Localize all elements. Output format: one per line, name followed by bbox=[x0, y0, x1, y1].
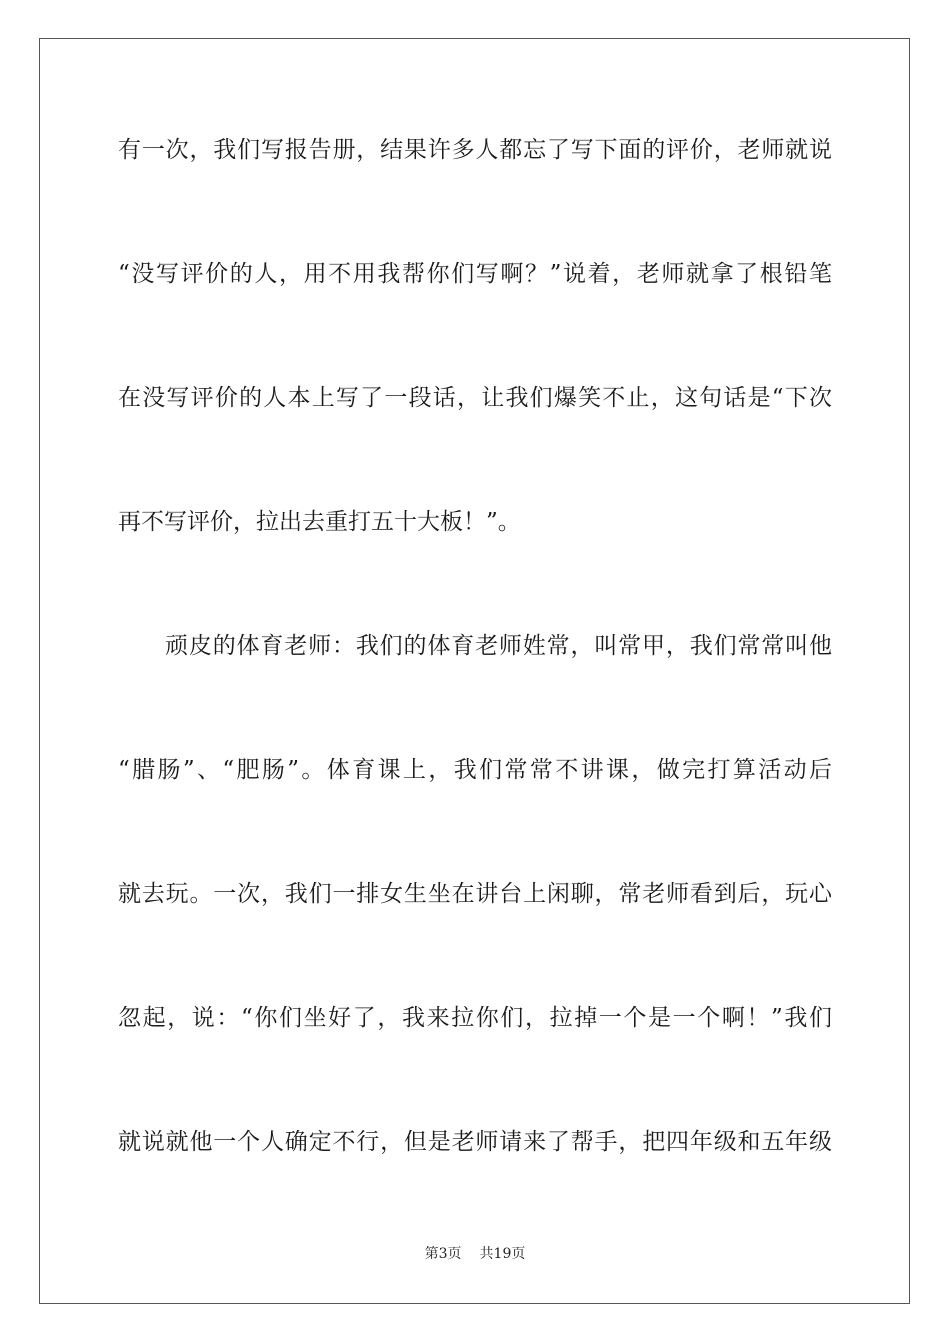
text-line-1: 有一次，我们写报告册，结果许多人都忘了写下面的评价，老师就说 bbox=[118, 137, 832, 163]
text-line-4: 再不写评价，拉出去重打五十大板！”。 bbox=[118, 509, 521, 535]
text-line-2: “没写评价的人，用不用我帮你们写啊？”说着，老师就拿了根铅笔 bbox=[118, 261, 832, 287]
text-line-5: 顽皮的体育老师：我们的体育老师姓常，叫常甲，我们常常叫他 bbox=[165, 633, 832, 659]
page-border bbox=[39, 38, 910, 1304]
text-line-6: “腊肠”、“肥肠”。体育课上，我们常常不讲课，做完打算活动后 bbox=[118, 757, 832, 783]
text-line-7: 就去玩。一次，我们一排女生坐在讲台上闲聊，常老师看到后，玩心 bbox=[118, 881, 832, 907]
text-line-3: 在没写评价的人本上写了一段话，让我们爆笑不止，这句话是“下次 bbox=[118, 385, 832, 411]
page-number: 第3页 bbox=[424, 1246, 462, 1262]
text-line-9: 就说就他一个人确定不行，但是老师请来了帮手，把四年级和五年级 bbox=[118, 1129, 832, 1155]
text-line-8: 忽起，说：“你们坐好了，我来拉你们，拉掉一个是一个啊！”我们 bbox=[118, 1005, 832, 1031]
page-footer bbox=[0, 1244, 950, 1264]
page-total: 共19页 bbox=[479, 1246, 526, 1262]
